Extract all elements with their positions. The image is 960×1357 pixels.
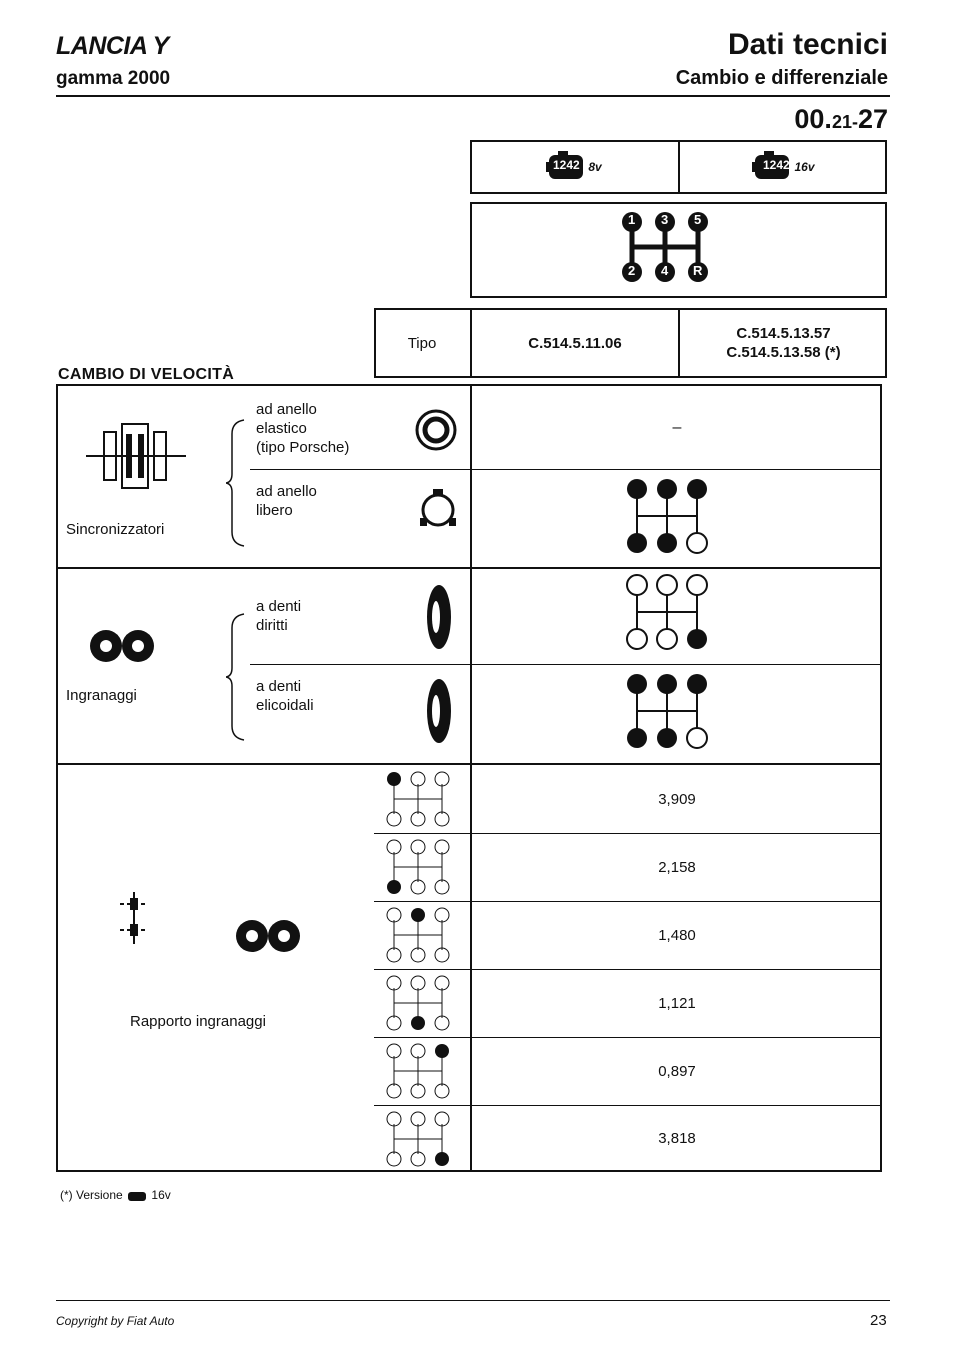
ratio-value-4: 1,121 — [658, 994, 696, 1012]
ratio-value-5: 0,897 — [658, 1062, 696, 1080]
engine-valves: 16v — [794, 160, 815, 174]
section-code: 00.21-27 — [794, 104, 888, 134]
footnote-prefix: (*) Versione — [60, 1188, 123, 1202]
gear-text-line: elicoidali — [256, 697, 314, 714]
page-title: Dati tecnici — [727, 28, 888, 61]
tipo-value-16v — [680, 308, 887, 378]
helical-pattern-icon — [622, 671, 712, 751]
sync-text-line: ad anello — [256, 401, 317, 418]
gear-label: 2 — [628, 263, 636, 278]
tipo-value-line: C.514.5.13.57 — [736, 325, 831, 342]
gears-label: Ingranaggi — [66, 687, 137, 704]
gear-4-pattern-icon — [378, 974, 458, 1032]
engine-badge: 1242 — [553, 158, 580, 172]
page-subtitle: Cambio e differenziale — [675, 67, 888, 89]
page-number: 23 — [870, 1312, 887, 1329]
tipo-value-8v: C.514.5.11.06 — [528, 334, 622, 352]
gear-label: 3 — [661, 212, 669, 227]
sync-text-line: elastico — [256, 420, 307, 437]
gears-pattern-icon — [622, 572, 712, 652]
ratio-value-reverse: 3,818 — [658, 1130, 696, 1147]
sync-row-1-text — [256, 400, 349, 457]
engine-badge: 1242 — [763, 158, 790, 172]
row-divider — [250, 664, 882, 665]
footer-divider — [56, 1300, 890, 1301]
gears-icon — [86, 628, 158, 664]
synchronizers-label: Sincronizzatori — [66, 521, 165, 538]
sync-row-2-text — [256, 482, 317, 520]
copyright: Copyright by Fiat Auto — [56, 1314, 175, 1328]
ratio-value-2: 2,158 — [658, 858, 696, 876]
gear-3-pattern-icon — [378, 906, 458, 964]
straight-teeth-gear-icon — [424, 582, 454, 652]
tipo-value-line: C.514.5.13.58 (*) — [726, 344, 841, 361]
helical-teeth-gear-icon — [424, 676, 454, 746]
gear-label: 1 — [628, 212, 636, 227]
sync-text-line: libero — [256, 502, 293, 519]
gear-row-1-text — [256, 597, 301, 635]
gear-reverse-pattern-icon — [378, 1110, 458, 1168]
gear-1-pattern-icon — [378, 770, 458, 828]
gear-2-pattern-icon — [378, 838, 458, 896]
footnote-suffix: 16v — [151, 1188, 171, 1202]
sync-row-1-value: – — [672, 418, 682, 436]
gear-label: 4 — [661, 263, 669, 278]
brace-icon — [226, 418, 246, 548]
footnote — [60, 1188, 171, 1202]
model-range: gamma 2000 — [56, 68, 171, 89]
brace-icon — [226, 612, 246, 742]
synchronizer-icon — [86, 418, 186, 492]
gear-label: 5 — [694, 212, 702, 227]
gear-text-line: a denti — [256, 598, 302, 615]
gear-text-line: a denti — [256, 678, 302, 695]
row-divider — [250, 469, 882, 470]
header-divider — [56, 95, 890, 97]
gear-row-2-text — [256, 677, 314, 715]
section-divider — [56, 567, 882, 569]
engine-valves: 8v — [588, 160, 602, 174]
sync-text-line: ad anello — [256, 483, 317, 500]
engine-16v — [680, 140, 887, 194]
porsche-ring-icon — [414, 408, 458, 452]
gears-icon — [232, 918, 304, 954]
sync-text-line: (tipo Porsche) — [256, 439, 350, 456]
gear-5-pattern-icon — [378, 1042, 458, 1100]
gear-text-line: diritti — [256, 617, 288, 634]
gear-ratio-icon — [112, 890, 156, 946]
tipo-label: Tipo — [407, 334, 437, 352]
free-ring-icon — [418, 486, 458, 530]
ratios-label: Rapporto ingranaggi — [130, 1013, 266, 1030]
gearshift-pattern-icon — [610, 208, 720, 286]
sync-gear-pattern-icon — [622, 476, 712, 556]
ratio-value-3: 1,480 — [658, 926, 696, 944]
brand-title: LANCIA Y — [56, 32, 169, 60]
engine-block-icon — [126, 1190, 148, 1202]
ratio-value-1: 3,909 — [658, 790, 696, 808]
section-title: CAMBIO DI VELOCITÀ — [58, 366, 235, 383]
gear-label: R — [693, 263, 703, 278]
engine-8v — [470, 140, 678, 194]
